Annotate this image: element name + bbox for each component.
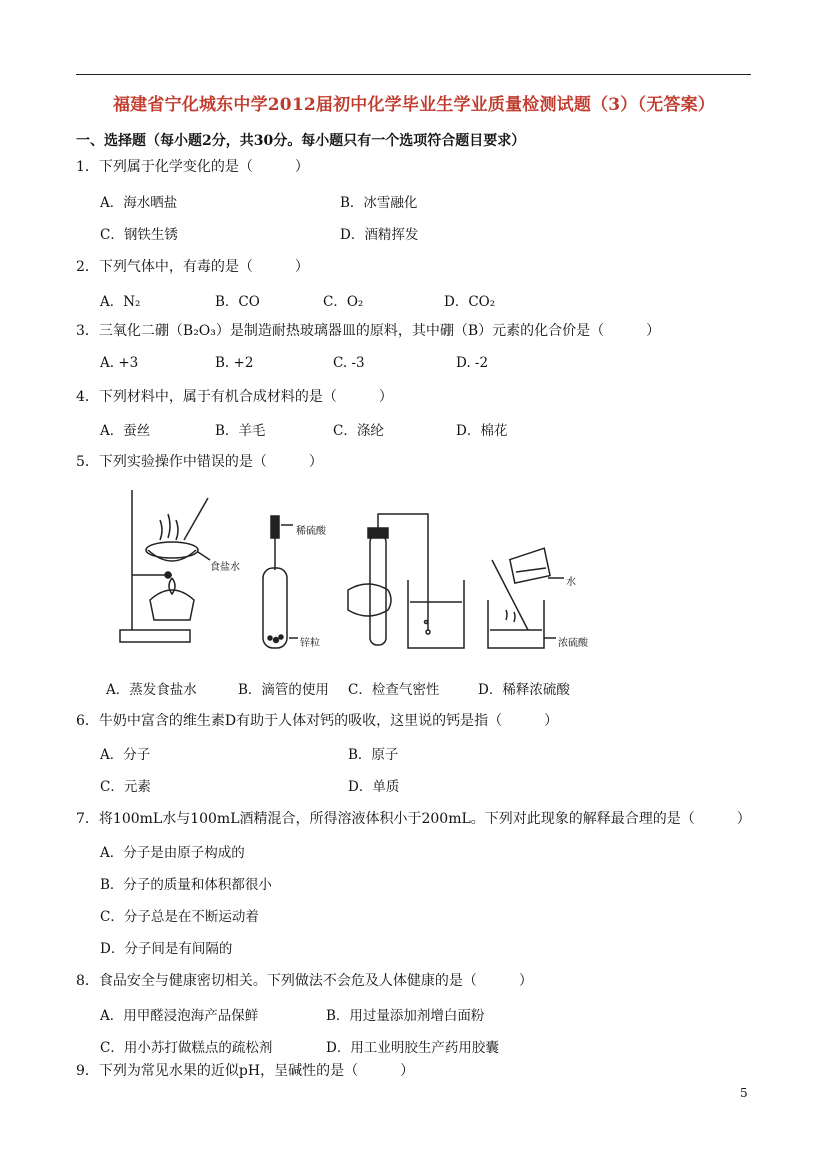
question-2-option-a: A．N₂: [100, 294, 141, 310]
label-dilute-acid: 稀硫酸: [296, 526, 326, 537]
question-9-stem: 9．下列为常见水果的近似pH，呈碱性的是（ ）: [76, 1063, 415, 1079]
question-6-option-a: A．分子: [100, 747, 151, 763]
question-3-stem: 3．三氧化二硼（B₂O₃）是制造耐热玻璃器皿的原料，其中硼（B）元素的化合价是（ ）: [76, 323, 661, 339]
question-3-option-b: B. +2: [215, 355, 254, 371]
question-5-stem: 5．下列实验操作中错误的是（ ）: [76, 454, 323, 470]
question-1-option-b: B．冰雪融化: [340, 195, 418, 211]
question-7-option-a: A．分子是由原子构成的: [100, 845, 245, 861]
evaporation-apparatus: [120, 490, 210, 642]
question-2-option-b: B．CO: [215, 294, 260, 310]
label-concentrated-acid: 浓硫酸: [558, 638, 588, 649]
question-5-option-b: B．滴管的使用: [238, 682, 329, 698]
dropper-apparatus: [263, 516, 298, 648]
question-3-option-d: D. -2: [456, 355, 489, 371]
question-5-option-d: D．稀释浓硫酸: [478, 682, 570, 698]
question-7-option-c: C．分子总是在不断运动着: [100, 909, 259, 925]
question-5-option-c: C．检查气密性: [348, 682, 440, 698]
dilution-apparatus: [488, 548, 564, 648]
question-2-option-c: C．O₂: [323, 294, 364, 310]
page-number: 5: [740, 1086, 748, 1100]
question-8-stem: 8．食品安全与健康密切相关。下列做法不会危及人体健康的是（ ）: [76, 973, 533, 989]
question-6-option-d: D．单质: [348, 779, 400, 795]
question-1-stem: 1．下列属于化学变化的是（ ）: [76, 159, 309, 175]
question-5-option-a: A．蒸发食盐水: [106, 682, 197, 698]
question-6-option-c: C．元素: [100, 779, 151, 795]
question-4-option-c: C．涤纶: [333, 423, 384, 439]
question-4-stem: 4．下列材料中，属于有机合成材料的是（ ）: [76, 389, 393, 405]
question-6-option-b: B．原子: [348, 747, 399, 763]
question-7-stem: 7．将100mL水与100mL酒精混合，所得溶液体积小于200mL。下列对此现象的解释最合理的是（ ）: [76, 811, 751, 827]
question-4-option-b: B．羊毛: [215, 423, 266, 439]
question-3-option-a: A. +3: [100, 355, 139, 371]
question-6-stem: 6．牛奶中富含的维生素D有助于人体对钙的吸收，这里说的钙是指（ ）: [76, 713, 559, 729]
question-1-option-a: A．海水晒盐: [100, 195, 178, 211]
question-2-stem: 2．下列气体中，有毒的是（ ）: [76, 259, 309, 275]
airtightness-apparatus: [348, 514, 464, 648]
section-heading: 一、选择题（每小题2分，共30分。每小题只有一个选项符合题目要求）: [76, 133, 526, 149]
document-title: 福建省宁化城东中学2012届初中化学毕业生学业质量检测试题（3）（无答案）: [112, 95, 716, 115]
question-8-option-a: A．用甲醛浸泡海产品保鲜: [100, 1008, 259, 1024]
experiment-figure: [108, 480, 608, 660]
question-1-option-d: D．酒精挥发: [340, 227, 419, 243]
question-8-option-c: C．用小苏打做糕点的疏松剂: [100, 1040, 273, 1056]
label-water: 水: [566, 577, 576, 588]
question-8-option-b: B．用过量添加剂增白面粉: [326, 1008, 485, 1024]
experiment-illustrations: [108, 480, 608, 660]
header-rule: [76, 74, 751, 75]
question-7-option-b: B．分子的质量和体积都很小: [100, 877, 272, 893]
label-zinc: 锌粒: [300, 638, 320, 649]
question-7-option-d: D．分子间是有间隔的: [100, 941, 233, 957]
question-2-option-d: D．CO₂: [444, 294, 496, 310]
question-8-option-d: D．用工业明胶生产药用胶囊: [326, 1040, 499, 1056]
question-3-option-c: C. -3: [333, 355, 365, 371]
question-4-option-d: D．棉花: [456, 423, 508, 439]
question-4-option-a: A．蚕丝: [100, 423, 151, 439]
label-salt-water: 食盐水: [210, 562, 240, 573]
question-1-option-c: C．钢铁生锈: [100, 227, 178, 243]
